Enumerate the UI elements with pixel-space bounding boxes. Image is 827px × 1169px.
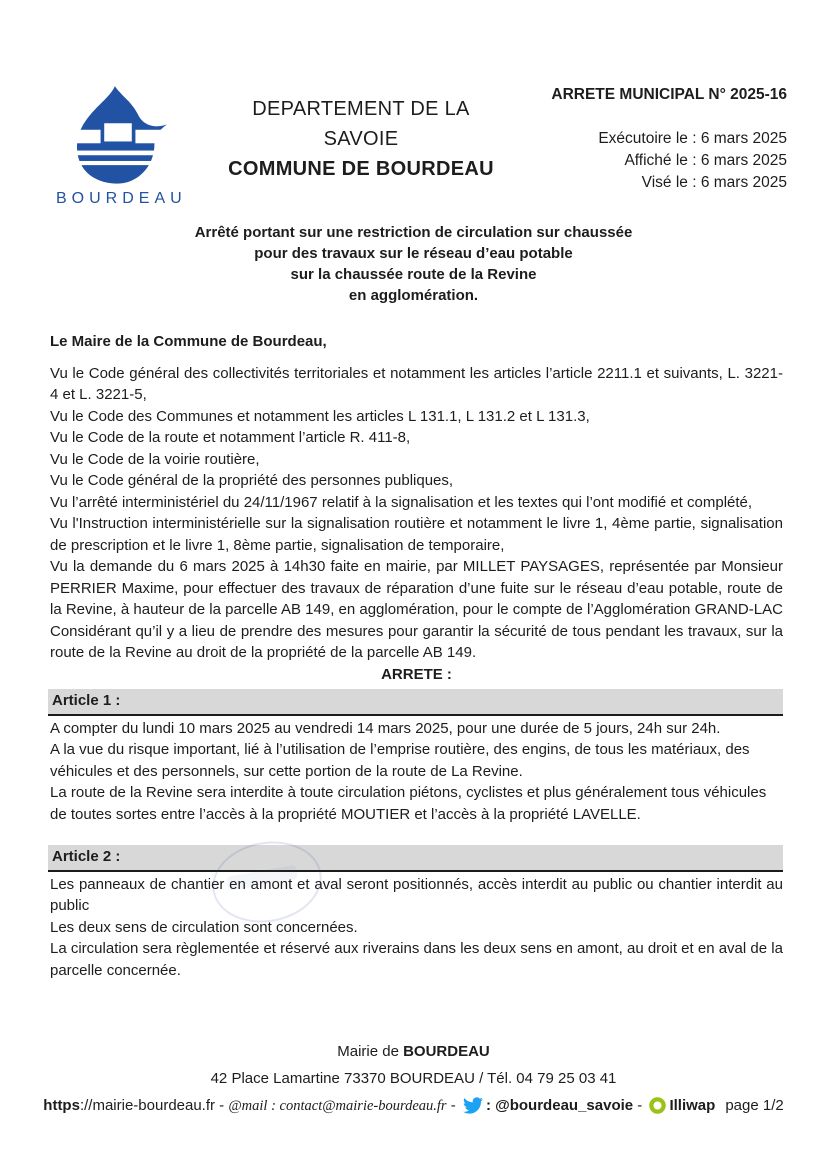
bourdeau-logo-icon	[66, 84, 170, 188]
vise-date: Visé le : 6 mars 2025	[641, 174, 787, 191]
footer-mairie-name: BOURDEAU	[403, 1043, 490, 1060]
footer-mail: @mail : contact@mairie-bourdeau.fr	[228, 1098, 447, 1114]
vu-clause: Vu le Code de la voirie routière,	[50, 450, 260, 468]
vu-clause: Vu l'Instruction interministérielle sur la signalisation routière et notamment le livre 1, 4ème partie, signalisation de prescription et le livre 1, 8ème partie, signalisation de temporaire,	[50, 515, 783, 554]
header-right	[542, 84, 787, 194]
vu-clause: Vu le Code des Communes et notamment les articles L 131.1, L 131.2 et L 131.3,	[50, 407, 590, 425]
footer-mairie-line	[0, 1038, 827, 1065]
footer-page-number: page 1/2	[725, 1097, 784, 1114]
footer-dash-2: -	[633, 1097, 647, 1114]
executoire-date: Exécutoire le : 6 mars 2025	[598, 130, 787, 147]
vu-clause: Vu la demande du 6 mars 2025 à 14h30 faite en mairie, par MILLET PAYSAGES, représentée par Monsieur PERRIER Maxime, pour effectuer des travaux de réparation d’une fuite sur le réseau d’eau potable, route de la Revine, à hauteur de la parcelle AB 149, en agglomération, pour le compte de l’Agglomération GRAND-LAC	[50, 558, 783, 618]
commune-title: COMMUNE DE BOURDEAU	[228, 158, 494, 180]
article-1-heading-label: Article 1 :	[52, 692, 121, 709]
footer-contact-line	[0, 1092, 827, 1123]
article-2-heading	[48, 845, 783, 872]
header-center	[180, 84, 542, 184]
title-line-4: en agglomération.	[348, 287, 479, 304]
document-body	[0, 331, 827, 981]
footer-address-line: 42 Place Lamartine 73370 BOURDEAU / Tél. 04 79 25 03 41	[210, 1070, 617, 1087]
illiwap-icon	[649, 1096, 666, 1123]
article-1-heading	[48, 689, 783, 716]
footer-mairie-prefix: Mairie de	[337, 1043, 404, 1060]
vu-clause: Vu le Code général des collectivités territoriales et notamment les articles l’article 2211.1 et suivants, L. 3221-4 et L. 3221-5,	[50, 364, 783, 403]
title-line-1: Arrêté portant sur une restriction de circulation sur chaussée	[194, 224, 633, 241]
vu-clause: Vu le Code de la route et notamment l’article R. 411-8,	[50, 429, 411, 446]
arrete-label: ARRETE :	[381, 665, 452, 683]
title-line-2: pour des travaux sur le réseau d’eau potable	[254, 245, 573, 262]
commune-logo	[56, 84, 187, 208]
logo-wordmark: BOURDEAU	[56, 190, 187, 207]
affiche-date: Affiché le : 6 mars 2025	[624, 152, 787, 169]
salutation: Le Maire de la Commune de Bourdeau,	[50, 333, 327, 350]
arrete-number: ARRETE MUNICIPAL N° 2025-16	[551, 86, 787, 103]
title-line-3: sur la chaussée route de la Revine	[290, 266, 537, 283]
footer-twitter-handle: @bourdeau_savoie	[495, 1097, 634, 1114]
document-footer	[0, 1038, 827, 1123]
article-2-heading-label: Article 2 :	[52, 848, 121, 865]
article-2-paragraph: Les deux sens de circulation sont concernées.	[50, 918, 358, 936]
article-2-paragraph: La circulation sera règlementée et réservé aux riverains dans les deux sens en amont, au droit et en aval de la parcelle concernée.	[50, 940, 783, 979]
vu-clause: Vu le Code général de la propriété des personnes publiques,	[50, 472, 454, 489]
footer-twitter-sep: :	[485, 1097, 496, 1114]
article-1-paragraph: A compter du lundi 10 mars 2025 au vendredi 14 mars 2025, pour une durée de 5 jours, 24h sur 24h.	[50, 719, 721, 737]
document-header	[0, 0, 827, 208]
department-line-2: SAVOIE	[323, 128, 399, 150]
considerant-clause: Considérant qu’il y a lieu de prendre des mesures pour garantir la sécurité de tous pendant les travaux, sur la route de la Revine au droit de la propriété de la parcelle AB 149.	[50, 622, 783, 661]
article-1-paragraph: La route de la Revine sera interdite à toute circulation piétons, cyclistes et plus généralement tous véhicules de toutes sortes entre l’accès à la propriété MOUTIER et l’accès à la propriété LAVELLE.	[50, 784, 767, 823]
twitter-icon	[463, 1096, 483, 1123]
article-2-paragraph: Les panneaux de chantier en amont et aval seront positionnés, accès interdit au public ou chantier interdit au public	[50, 875, 783, 914]
vu-clause: Vu l’arrêté interministériel du 24/11/1967 relatif à la signalisation et les textes qui l’ont modifié et complété,	[50, 493, 753, 511]
footer-url: ://mairie-bourdeau.fr -	[79, 1097, 229, 1114]
footer-dash: -	[446, 1097, 460, 1114]
department-line-1: DEPARTEMENT DE LA	[252, 98, 470, 120]
footer-illiwap-label: Illiwap	[669, 1097, 716, 1114]
document-title	[0, 222, 827, 306]
footer-https: https	[43, 1097, 80, 1114]
article-1-paragraph: A la vue du risque important, lié à l’utilisation de l’emprise routière, des engins, de tous les matériaux, des véhicules et des personnels, sur cette portion de la route de La Revine.	[50, 741, 750, 780]
date-block	[542, 128, 787, 194]
